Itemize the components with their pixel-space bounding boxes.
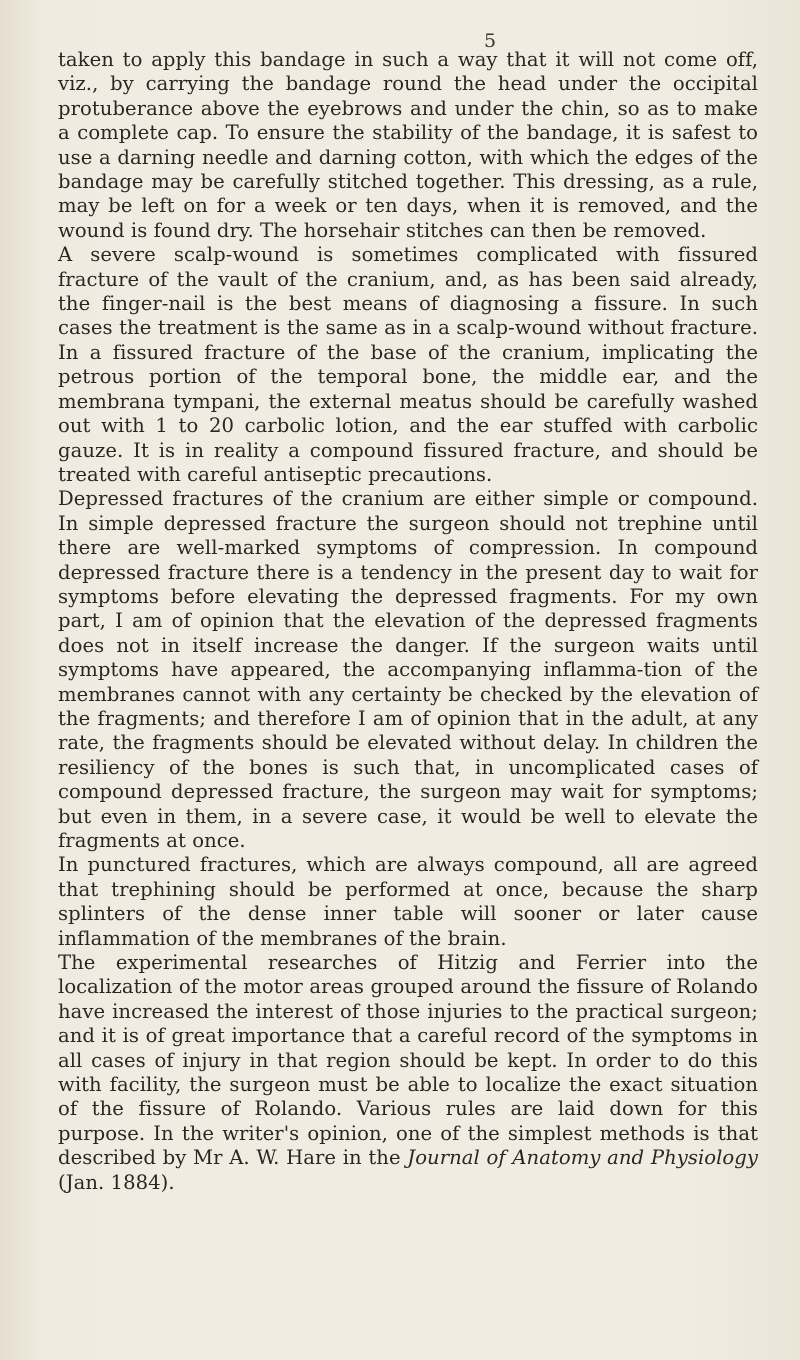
paragraph-4: In punctured fractures, which are always compound, all are agreed that trephining should be performed at once, because the sharp splinters of the dense inner table will sooner or later cause inflammation of the membranes of the brain. (58, 853, 758, 950)
journal-title: Journal of Anatomy and Physiology (407, 1146, 758, 1170)
body-text (58, 48, 758, 1195)
paragraph-2: A severe scalp-wound is sometimes complicated with fissured fracture of the vault of the cranium, and, as has been said already, the finger-nail is the best means of diagnosing a fissure. In such cases the treatment is the same as in a scalp-wound without fracture. In a fissured fracture of the base of the cranium, implicating the petrous portion of the temporal bone, the middle ear, and the membrana tympani, the external meatus should be carefully washed out with 1 to 20 carbolic lotion, and the ear stuffed with carbolic gauze. It is in reality a compound fissured fracture, and should be treated with careful antiseptic precautions. (58, 243, 758, 486)
paragraph-5 (58, 951, 758, 1195)
journal-date: (Jan. 1884). (58, 1170, 175, 1194)
paragraph-5-text: The experimental researches of Hitzig and Ferrier into the localization of the motor areas grouped around the fissure of Rolando have increased the interest of those injuries to the practical surgeon; and it is of great importance that a careful record of the symptoms in all cases of injury in that region should be kept. In order to do this with facility, the surgeon must be able to localize the exact situation of the fissure of Rolando. Various rules are laid down for this purpose. In the writer's opinion, one of the simplest methods is that described by Mr A. W. Hare in the (58, 951, 758, 1170)
page-number: 5 (483, 30, 497, 52)
paragraph-3: Depressed fractures of the cranium are either simple or compound. In simple depressed fracture the surgeon should not trephine until there are well-marked symptoms of compression. In compound depressed fracture there is a tendency in the present day to wait for symptoms before elevating the depressed fragments. For my own part, I am of opinion that the elevation of the depressed fragments does not in itself increase the danger. If the surgeon waits until symptoms have appeared, the accompanying inflamma-tion of the membranes cannot with any certainty be checked by the elevation of the fragments; and therefore I am of opinion that in the adult, at any rate, the fragments should be elevated without delay. In children the resiliency of the bones is such that, in uncomplicated cases of compound depressed fracture, the surgeon may wait for symptoms; but even in them, in a severe case, it would be well to elevate the fragments at once. (58, 487, 758, 852)
paragraph-1: taken to apply this bandage in such a way that it will not come off, viz., by carrying the bandage round the head under the occipital protuberance above the eyebrows and under the chin, so as to make a complete cap. To ensure the stability of the bandage, it is safest to use a darning needle and darning cotton, with which the edges of the bandage may be carefully stitched together. This dressing, as a rule, may be left on for a week or ten days, when it is removed, and the wound is found dry. The horsehair stitches can then be removed. (58, 48, 758, 242)
